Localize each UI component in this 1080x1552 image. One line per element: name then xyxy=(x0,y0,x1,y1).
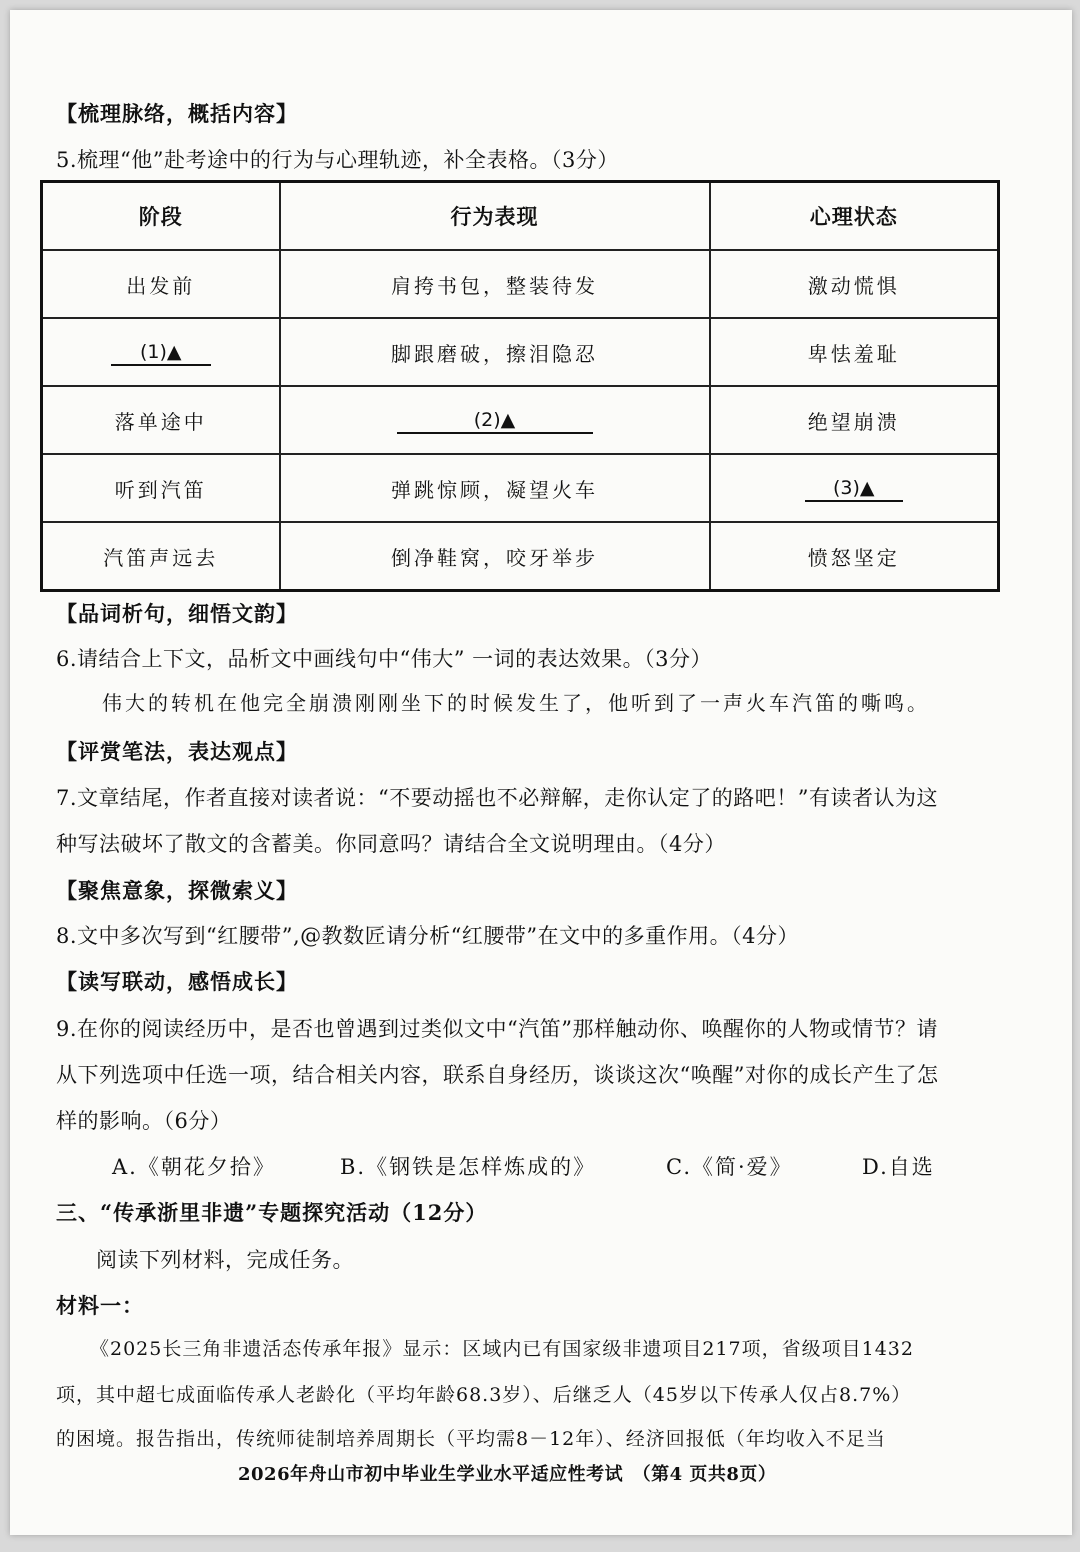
section-heading-4: 【聚焦意象，探微索义】 xyxy=(56,878,298,903)
table-cell: 落单途中 xyxy=(42,386,280,454)
option-b: B.《钢铁是怎样炼成的》 xyxy=(340,1155,597,1179)
trajectory-table xyxy=(40,180,1000,592)
question-8: 8.文中多次写到“红腰带”,@教数匠请分析“红腰带”在文中的多重作用。（4分） xyxy=(56,924,800,948)
material-1-line-3: 的困境。报告指出，传统师徒制培养周期长（平均需8－12年）、经济回报低（年均收入不足当 xyxy=(56,1428,886,1450)
table-cell: 脚跟磨破，擦泪隐忍 xyxy=(280,318,710,386)
section-heading-1: 【梳理脉络，概括内容】 xyxy=(56,101,298,126)
answer-blank-3: (3)▲ xyxy=(805,476,903,502)
table-cell: 愤怒坚定 xyxy=(710,522,999,591)
question-7-line-2: 种写法破坏了散文的含蓄美。你同意吗？请结合全文说明理由。（4分） xyxy=(56,832,726,856)
header-mental-state: 心理状态 xyxy=(710,182,999,251)
section-heading-5: 【读写联动，感悟成长】 xyxy=(56,969,298,994)
question-7-line-1: 7.文章结尾，作者直接对读者说：“不要动摇也不必辩解，走你认定了的路吧！”有读者认为这 xyxy=(56,786,939,810)
exam-page xyxy=(10,10,1072,1535)
table-row xyxy=(42,522,999,591)
material-1-line-2: 项，其中超七成面临传承人老龄化（平均年龄68.3岁）、后继乏人（45岁以下传承人仅占8.7%） xyxy=(56,1384,912,1406)
option-c: C.《简·爱》 xyxy=(666,1155,793,1179)
header-stage: 阶段 xyxy=(42,182,280,251)
table-cell: 绝望崩溃 xyxy=(710,386,999,454)
material-label: 材料一： xyxy=(56,1293,144,1318)
table-row xyxy=(42,250,999,318)
table-cell xyxy=(280,386,710,454)
question-9-line-1: 9.在你的阅读经历中，是否也曾遇到过类似文中“汽笛”那样触动你、唤醒你的人物或情节？请 xyxy=(56,1017,939,1041)
table-cell xyxy=(42,318,280,386)
question-9-line-2: 从下列选项中任选一项，结合相关内容，联系自身经历，谈谈这次“唤醒”对你的成长产生了怎 xyxy=(56,1063,939,1087)
question-6: 6.请结合上下文，品析文中画线句中“伟大” 一词的表达效果。（3分） xyxy=(56,647,713,671)
question-9-line-3: 样的影响。（6分） xyxy=(56,1109,232,1133)
table-cell: 弹跳惊顾，凝望火车 xyxy=(280,454,710,522)
table-cell xyxy=(710,454,999,522)
table-cell: 出发前 xyxy=(42,250,280,318)
answer-blank-2: (2)▲ xyxy=(397,408,593,434)
table-header-row xyxy=(42,182,999,251)
part-3-title: 三、“传承浙里非遗”专题探究活动（12分） xyxy=(56,1200,488,1225)
header-behavior: 行为表现 xyxy=(280,182,710,251)
part-3-intro: 阅读下列材料，完成任务。 xyxy=(96,1248,354,1272)
page-footer: 2026年舟山市初中毕业生学业水平适应性考试 （第4 页共8页） xyxy=(238,1464,777,1485)
material-1-line-1: 《2025长三角非遗活态传承年报》显示：区域内已有国家级非遗项目217项，省级项目1432 xyxy=(90,1338,914,1360)
answer-blank-1: (1)▲ xyxy=(111,340,211,366)
option-d: D.自选 xyxy=(862,1155,935,1179)
section-heading-3: 【评赏笔法，表达观点】 xyxy=(56,739,298,764)
question-6-quote: 伟大的转机在他完全崩溃刚刚坐下的时候发生了，他听到了一声火车汽笛的嘶鸣。 xyxy=(102,691,930,715)
table-row xyxy=(42,386,999,454)
table-cell: 汽笛声远去 xyxy=(42,522,280,591)
table-cell: 激动慌惧 xyxy=(710,250,999,318)
question-5: 5.梳理“他”赴考途中的行为与心理轨迹，补全表格。（3分） xyxy=(56,148,619,172)
table-cell: 倒净鞋窝，咬牙举步 xyxy=(280,522,710,591)
table-cell: 听到汽笛 xyxy=(42,454,280,522)
table-cell: 肩挎书包，整装待发 xyxy=(280,250,710,318)
section-heading-2: 【品词析句，细悟文韵】 xyxy=(56,601,298,626)
table-row xyxy=(42,318,999,386)
table-row xyxy=(42,454,999,522)
table-cell: 卑怯羞耻 xyxy=(710,318,999,386)
option-a: A.《朝花夕拾》 xyxy=(112,1155,276,1179)
